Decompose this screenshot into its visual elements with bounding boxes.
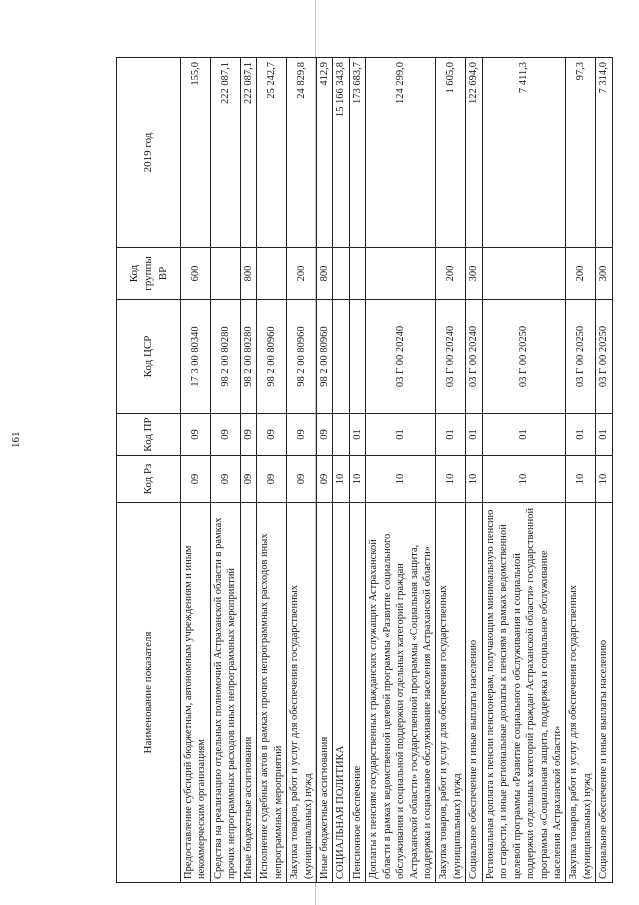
row-csr (333, 300, 349, 414)
table-header-row (117, 58, 181, 883)
row-pr: 09 (240, 414, 256, 456)
row-rz: 10 (566, 456, 596, 503)
row-vr: 800 (240, 248, 256, 300)
row-amount: 7 314,0 (596, 58, 612, 248)
row-rz: 10 (482, 456, 566, 503)
row-name: Иные бюджетные ассигнования (316, 503, 332, 883)
row-pr: 01 (596, 414, 612, 456)
row-rz: 09 (210, 456, 240, 503)
table-row (349, 58, 365, 883)
row-csr: 98 2 00 80280 (240, 300, 256, 414)
row-csr: 03 Г 00 20250 (596, 300, 612, 414)
row-vr: 300 (466, 248, 482, 300)
row-csr: 98 2 00 80960 (316, 300, 332, 414)
row-amount: 15 166 343,8 (333, 58, 349, 248)
table-row (466, 58, 482, 883)
table-row (333, 58, 349, 883)
row-rz: 09 (240, 456, 256, 503)
row-name: Закупка товаров, работ и услуг для обеспечения государственных (муниципальных) нужд (287, 503, 317, 883)
row-rz: 10 (349, 456, 365, 503)
row-name: Средства на реализацию отдельных полномочий Астраханской области в рамках прочих непрограммных расходов иных непрограммных мероприятий (210, 503, 240, 883)
row-pr: 01 (566, 414, 596, 456)
row-csr: 03 Г 00 20240 (366, 300, 436, 414)
table-row (566, 58, 596, 883)
row-name: СОЦИАЛЬНАЯ ПОЛИТИКА (333, 503, 349, 883)
row-amount: 7 411,3 (482, 58, 566, 248)
row-rz: 10 (366, 456, 436, 503)
row-pr: 01 (466, 414, 482, 456)
row-vr (349, 248, 365, 300)
row-rz: 10 (596, 456, 612, 503)
row-amount: 124 299,0 (366, 58, 436, 248)
row-pr: 01 (436, 414, 466, 456)
row-amount: 1 605,0 (436, 58, 466, 248)
row-name: Региональная доплата к пенсии пенсионерам, получающим минимальную пенсию по старости, и иные региональные доплаты к пенсиям в рамках ведомственной целевой программы «Развитие социального обслуживания и социальной поддержки отдельных категорий граждан Астраханской области» государственной программы «Социальная защита, поддержка и социальное обслуживание населения Астраханской области» (482, 503, 566, 883)
row-amount: 173 683,7 (349, 58, 365, 248)
row-pr: 01 (349, 414, 365, 456)
row-pr: 09 (181, 414, 211, 456)
header-pr: Код ПР (117, 414, 181, 456)
table-row (596, 58, 612, 883)
row-csr (349, 300, 365, 414)
table-row (436, 58, 466, 883)
row-vr: 300 (596, 248, 612, 300)
row-amount: 222 087,1 (240, 58, 256, 248)
row-pr: 09 (210, 414, 240, 456)
table-row (181, 58, 211, 883)
row-rz: 09 (257, 456, 287, 503)
row-vr (210, 248, 240, 300)
table-row (482, 58, 566, 883)
rotated-table-container (116, 58, 610, 883)
table-row (316, 58, 332, 883)
row-vr (257, 248, 287, 300)
row-pr (333, 414, 349, 456)
row-name: Социальное обеспечение и иные выплаты населению (466, 503, 482, 883)
row-amount: 25 242,7 (257, 58, 287, 248)
row-vr: 600 (181, 248, 211, 300)
row-csr: 98 2 00 80960 (257, 300, 287, 414)
row-csr: 03 Г 00 20250 (566, 300, 596, 414)
row-name: Пенсионное обеспечение (349, 503, 365, 883)
row-vr: 200 (287, 248, 317, 300)
table-row (366, 58, 436, 883)
table-row (257, 58, 287, 883)
row-pr: 09 (287, 414, 317, 456)
row-csr: 17 3 00 80340 (181, 300, 211, 414)
row-csr: 98 2 00 80960 (287, 300, 317, 414)
row-amount: 155,0 (181, 58, 211, 248)
table-row (240, 58, 256, 883)
row-amount: 222 087,1 (210, 58, 240, 248)
row-name: Исполнение судебных актов в рамках прочих непрограммных расходов иных непрограммных мероприятий (257, 503, 287, 883)
row-name: Доплаты к пенсиям государственных гражданских служащих Астраханской области в рамках ведомственной целевой программы «Развитие социального обслуживания и социальной поддержки отдельных категорий граждан Астраханской области» государственной программы «Социальная защита, поддержка и социальное обслуживание населения Астраханской области» (366, 503, 436, 883)
row-pr: 01 (366, 414, 436, 456)
header-year: 2019 год (117, 58, 181, 248)
row-amount: 24 829,8 (287, 58, 317, 248)
table-row (210, 58, 240, 883)
row-amount: 122 694,0 (466, 58, 482, 248)
row-rz: 10 (466, 456, 482, 503)
row-vr (333, 248, 349, 300)
row-amount: 412,9 (316, 58, 332, 248)
header-vr: Код группы ВР (117, 248, 181, 300)
row-csr: 03 Г 00 20250 (482, 300, 566, 414)
row-name: Иные бюджетные ассигнования (240, 503, 256, 883)
row-vr: 200 (566, 248, 596, 300)
row-vr (366, 248, 436, 300)
row-name: Закупка товаров, работ и услуг для обеспечения государственных (муниципальных) нужд (436, 503, 466, 883)
row-amount: 97,3 (566, 58, 596, 248)
row-csr: 03 Г 00 20240 (436, 300, 466, 414)
budget-table (116, 57, 613, 883)
row-rz: 09 (316, 456, 332, 503)
row-pr: 09 (257, 414, 287, 456)
row-name: Закупка товаров, работ и услуг для обеспечения государственных (муниципальных) нужд (566, 503, 596, 883)
row-rz: 09 (181, 456, 211, 503)
row-name: Социальное обеспечение и иные выплаты населению (596, 503, 612, 883)
row-rz: 10 (436, 456, 466, 503)
header-rz: Код Рз (117, 456, 181, 503)
row-vr (482, 248, 566, 300)
row-csr: 98 2 00 80280 (210, 300, 240, 414)
row-csr: 03 Г 00 20240 (466, 300, 482, 414)
page-number: 161 (10, 431, 22, 448)
row-name: Предоставление субсидий бюджетным, автономным учреждениям и иным некоммерческим организациям (181, 503, 211, 883)
table-row (287, 58, 317, 883)
header-csr: Код ЦСР (117, 300, 181, 414)
header-name: Наименование показателя (117, 503, 181, 883)
row-rz: 09 (287, 456, 317, 503)
row-vr: 800 (316, 248, 332, 300)
row-rz: 10 (333, 456, 349, 503)
row-pr: 01 (482, 414, 566, 456)
row-vr: 200 (436, 248, 466, 300)
row-pr: 09 (316, 414, 332, 456)
